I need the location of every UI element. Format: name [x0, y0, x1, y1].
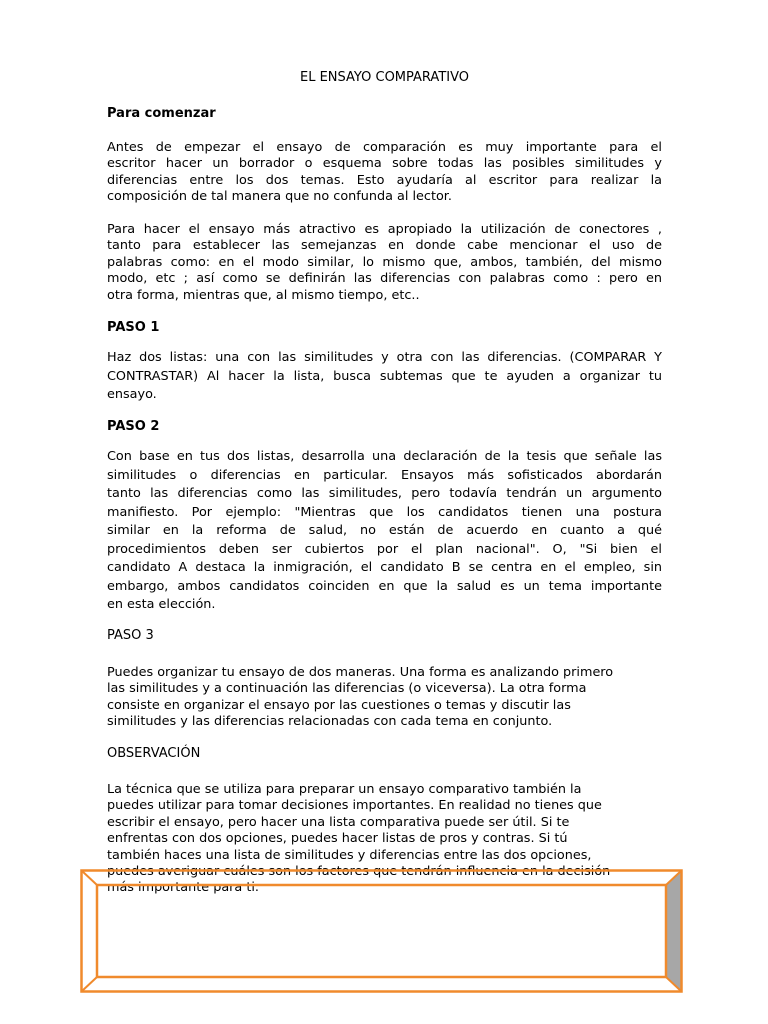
paragraph-line: escribir el ensayo, pero hacer una lista comparativa puede ser útil. Si te: [107, 814, 570, 830]
paragraph-line: La técnica que se utiliza para preparar un ensayo comparativo también la: [107, 782, 582, 797]
section-heading-observacion: OBSERVACIÓN: [107, 746, 201, 761]
bevel-corner-line: [82, 871, 98, 886]
paragraph-line: manifiesto. Por ejemplo: "Mientras que los candidatos tienen una postura: [107, 504, 662, 520]
paragraph-line: escritor hacer un borrador o esquema sobre todas las posibles similitudes y: [107, 156, 662, 172]
section-heading-paso-3: PASO 3: [107, 628, 154, 643]
paragraph-line: en esta elección.: [107, 597, 216, 612]
paragraph-line: también haces una lista de similitudes y diferencias entre las dos opciones,: [107, 847, 592, 863]
paragraph-line: puedes utilizar para tomar decisiones importantes. En realidad no tienes que: [107, 798, 602, 814]
bevel-inner-border: [97, 885, 666, 977]
section-heading-paso-1: PASO 1: [107, 320, 160, 335]
paragraph-line: candidato A destaca la inmigración, el candidato B se centra en el empleo, sin: [107, 560, 662, 575]
paragraph-connectors: [107, 222, 662, 304]
paragraph-line: diferencias entre los dos temas. Esto ayudaría al escritor para realizar la: [107, 172, 662, 188]
paragraph-intro: [107, 140, 662, 206]
bevel-outer-border: [82, 871, 682, 992]
paragraph-paso-1: [107, 349, 662, 405]
paragraph-line: Para hacer el ensayo más atractivo es apropiado la utilización de conectores ,: [107, 222, 662, 237]
section-heading-para-comenzar: Para comenzar: [107, 106, 216, 121]
paragraph-line: CONTRASTAR) Al hacer la lista, busca subtemas que te ayuden a organizar tu: [107, 368, 662, 384]
section-heading-paso-2: PASO 2: [107, 419, 160, 434]
paragraph-paso-2: [107, 448, 662, 615]
document-title: EL ENSAYO COMPARATIVO: [300, 70, 469, 85]
paragraph-line: Con base en tus dos listas, desarrolla una declaración de la tesis que señale las: [107, 449, 662, 464]
paragraph-line: otra forma, mientras que, al mismo tiempo, etc..: [107, 287, 420, 303]
paragraph-line: Haz dos listas: una con las similitudes y otra con las diferencias. (COMPARAR Y: [107, 350, 662, 365]
paragraph-line: similitudes o diferencias en particular. Ensayos más sofisticados abordarán: [107, 467, 662, 483]
paragraph-line: enfrentas con dos opciones, puedes hacer listas de pros y contras. Si tú: [107, 831, 568, 847]
paragraph-paso-3: [107, 665, 662, 731]
paragraph-line: ensayo.: [107, 387, 157, 402]
bevel-frame: [80, 869, 683, 993]
paragraph-line: las similitudes y a continuación las diferencias (o viceversa). La otra forma: [107, 681, 587, 697]
bevel-corner-line: [82, 977, 98, 992]
paragraph-line: procedimientos deben ser cubiertos por el plan nacional". O, "Si bien el: [107, 541, 662, 557]
paragraph-line: más importante para ti.: [107, 880, 259, 896]
paragraph-line: tanto para establecer las semejanzas en donde cabe mencionar el uso de: [107, 238, 662, 254]
paragraph-line: Antes de empezar el ensayo de comparación es muy importante para el: [107, 140, 662, 155]
paragraph-line: composición de tal manera que no confunda al lector.: [107, 189, 452, 205]
paragraph-line: puedes averiguar cuáles son los factores que tendrán influencia en la decisión: [107, 864, 611, 880]
paragraph-line: modo, etc ; así como se definirán las diferencias con palabras como : pero en: [107, 271, 662, 287]
paragraph-line: palabras como: en el modo similar, lo mismo que, ambos, también, del mismo: [107, 254, 662, 270]
paragraph-line: tanto las diferencias como las similitudes, pero todavía tendrán un argumento: [107, 486, 662, 501]
bevel-right-face: [666, 871, 681, 991]
paragraph-line: embargo, ambos candidatos coinciden en que la salud es un tema importante: [107, 578, 662, 594]
bevel-frame-graphic: [80, 869, 683, 993]
paragraph-line: similitudes y las diferencias relacionadas con cada tema en conjunto.: [107, 714, 553, 730]
paragraph-line: similar en la reforma de salud, no están de acuerdo en cuanto a qué: [107, 523, 662, 538]
paragraph-line: Puedes organizar tu ensayo de dos maneras. Una forma es analizando primero: [107, 665, 614, 680]
paragraph-line: consiste en organizar el ensayo por las cuestiones o temas y discutir las: [107, 697, 571, 713]
